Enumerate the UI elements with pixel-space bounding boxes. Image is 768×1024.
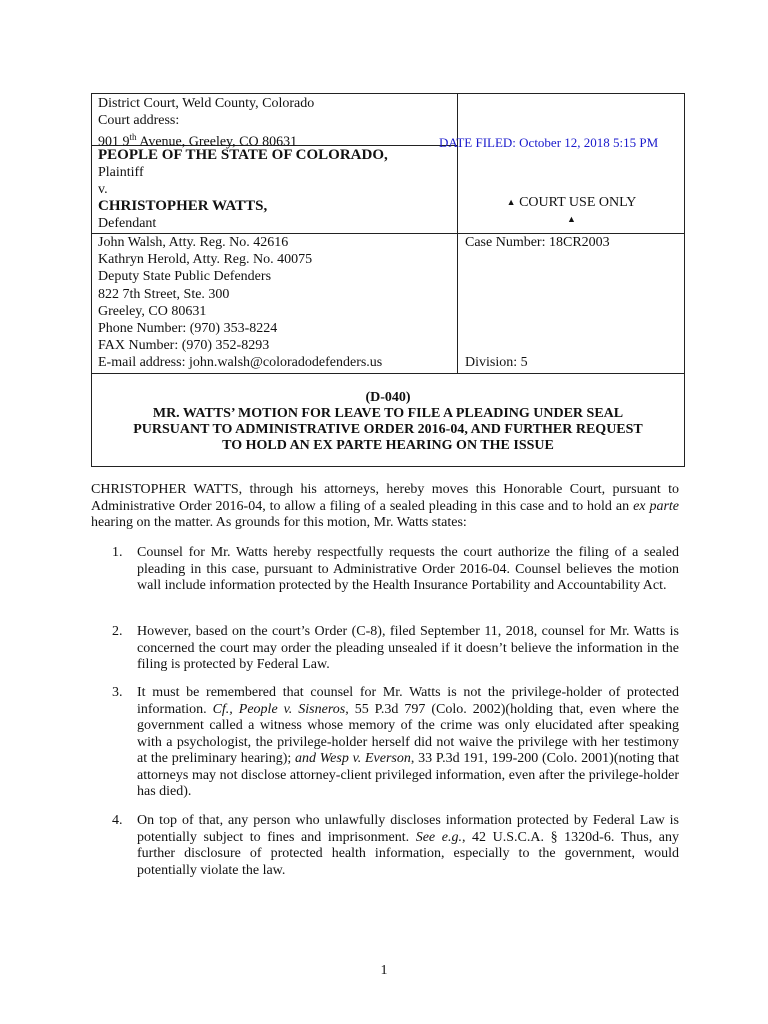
motion-title-line: TO HOLD AN EX PARTE HEARING ON THE ISSUE (222, 438, 554, 453)
item-text: However, based on the court’s Order (C-8), filed September 11, 2018, counsel for Mr. Watts is concerned the court may order the pleading unsealed if it doesn’t believe the information in the filing is protected by Federal Law. (137, 624, 679, 672)
citation-signal: See e.g. (415, 829, 462, 845)
parties (98, 147, 388, 232)
item-number: 1. (112, 545, 123, 560)
defendant-role: Defendant (98, 216, 157, 231)
attorney-line: FAX Number: (970) 352-8293 (98, 338, 270, 354)
numbered-paragraph (112, 624, 679, 674)
court-info (98, 95, 314, 151)
item-text: Counsel for Mr. Watts hereby respectfully requests the court authorize the filing of a sealed pleading in this case, pursuant to Administrative Order 2016-04. Counsel believes the motion wall include information protected by the Health Insurance Portability and Accountability Act. (137, 545, 679, 593)
triangle-icon: ▲ (506, 197, 516, 207)
triangle-icon: ▲ (567, 214, 576, 224)
item-number: 4. (112, 813, 123, 828)
plaintiff-role: Plaintiff (98, 165, 144, 180)
court-address: 901 9th Avenue, Greeley, CO 80631 (98, 132, 298, 150)
case-citation: Cf., People v. Sisneros (212, 701, 346, 717)
attorney-line: Kathryn Herold, Atty. Reg. No. 40075 (98, 252, 313, 268)
court-use-only (458, 194, 685, 228)
motion-title-line: MR. WATTS’ MOTION FOR LEAVE TO FILE A PLEADING UNDER SEAL (152, 406, 624, 421)
attorney-line: Phone Number: (970) 353-8224 (98, 321, 278, 337)
motion-title-line: PURSUANT TO ADMINISTRATIVE ORDER 2016-04, AND FURTHER REQUEST (133, 422, 643, 437)
court-use-only-label: COURT USE ONLY (519, 195, 637, 210)
court-address-label: Court address: (98, 113, 180, 128)
numbered-paragraph: 4. On top of that, any person who unlawfully discloses information protected by Federal Law is potentially subject to fines and imprisonment. See e.g., 42 U.S.C.A. § 1320d-6. Thus, any further disclosure of protected health information, especially to the government, would potentially violate the law. (112, 813, 679, 878)
versus-label: v. (98, 182, 108, 197)
page-number: 1 (380, 963, 388, 978)
attorney-line: Deputy State Public Defenders (98, 269, 272, 285)
item-number: 3. (112, 685, 123, 700)
numbered-paragraph (112, 545, 679, 595)
plaintiff-name: PEOPLE OF THE STATE OF COLORADO, (98, 147, 388, 163)
case-caption-table (91, 93, 685, 467)
motion-title (92, 390, 684, 454)
attorney-line: Greeley, CO 80631 (98, 303, 207, 319)
date-filed-stamp: DATE FILED: October 12, 2018 5:15 PM (439, 135, 659, 150)
attorney-line: 822 7th Street, Ste. 300 (98, 286, 230, 302)
defendant-name: CHRISTOPHER WATTS, (98, 198, 268, 214)
attorney-line: John Walsh, Atty. Reg. No. 42616 (98, 235, 289, 250)
numbered-paragraph: 3. It must be remembered that counsel for Mr. Watts is not the privilege-holder of protected information. Cf., People v. Sisneros, 55 P.3d 797 (Colo. 2002)(holding that, even where the government called a witness whose memory of the crime was only elucidated after speaking with a psychologist, the privilege-holder herself did not waive the privilege with her testimony at the preliminary hearing); and Wesp v. Everson, 33 P.3d 191, 199-200 (Colo. 2001)(noting that attorneys may not disclose attorney-client privileged information, even after the privilege-holder has died). (112, 685, 680, 799)
division: Division: 5 (465, 355, 528, 370)
motion-code: (D-040) (365, 390, 411, 405)
caption-row-divider (92, 373, 684, 374)
court-name: District Court, Weld County, Colorado (98, 96, 315, 111)
case-citation: and Wesp v. Everson (295, 751, 411, 766)
case-number: Case Number: 18CR2003 (465, 235, 610, 250)
attorney-line: E-mail address: john.walsh@coloradodefenders.us (98, 355, 383, 371)
item-number: 2. (112, 624, 123, 639)
intro-paragraph: CHRISTOPHER WATTS, through his attorneys, hereby moves this Honorable Court, pursuant to Administrative Order 2016-04, to allow a filing of a sealed pleading in this case and to hold an ex parte hearing on the matter. As grounds for this motion, Mr. Watts states: (91, 482, 680, 530)
attorney-block (98, 234, 382, 372)
